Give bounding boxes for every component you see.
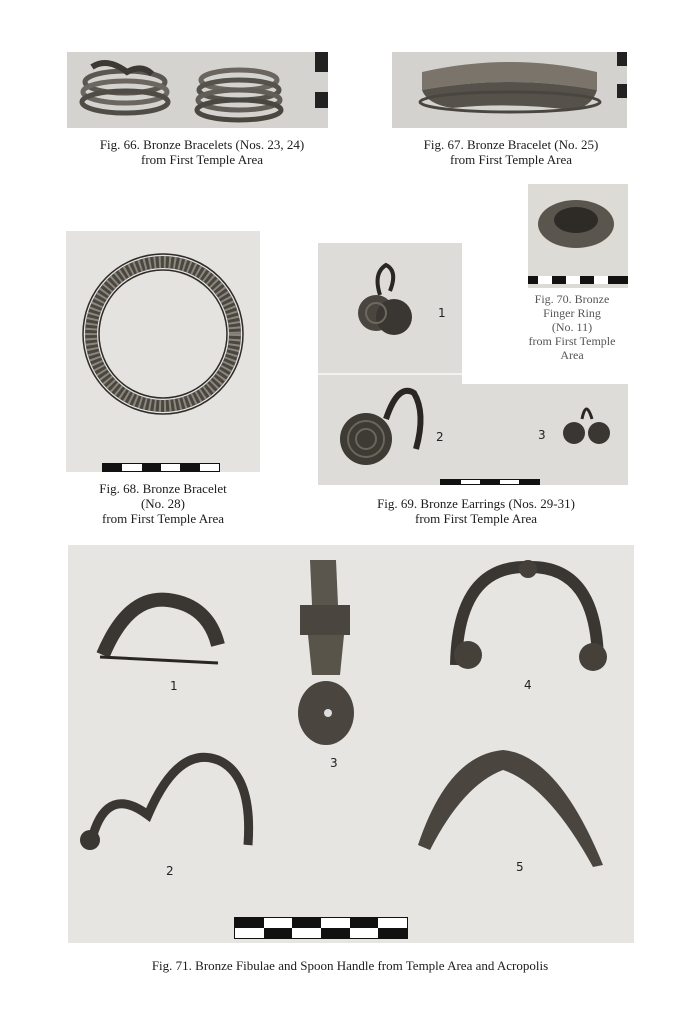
bronze-bracelet-image [392, 52, 627, 128]
fig71-caption [60, 958, 640, 973]
fig71-photo [68, 545, 634, 943]
fig70-caption-line3: (No. 11) [551, 320, 593, 334]
bronze-bracelet-ring-image [66, 231, 260, 472]
bronze-fibulae-image [68, 545, 634, 943]
fig70-photo [528, 184, 628, 288]
fig69-scale-bar [440, 479, 540, 485]
fig68-caption-line1: Fig. 68. Bronze Bracelet [99, 481, 227, 496]
bronze-bracelets-image [67, 52, 328, 128]
fig70-caption-line2: Finger Ring [543, 306, 601, 320]
fig71-label-2: 2 [166, 864, 174, 878]
fig66-photo [67, 52, 328, 128]
fig71-scale-bar [234, 917, 408, 939]
fig71-caption-text: Fig. 71. Bronze Fibulae and Spoon Handle from Temple Area and Acropolis [151, 958, 549, 973]
fig69-caption-line2: from First Temple Area [415, 511, 537, 526]
fig66-caption-line1: Fig. 66. Bronze Bracelets (Nos. 23, 24) [99, 137, 305, 152]
fig70-caption-line4: from First Temple [528, 334, 616, 348]
fig71-label-5: 5 [516, 860, 524, 874]
fig68-photo [66, 231, 260, 472]
fig70-caption [514, 292, 630, 362]
fig71-label-4: 4 [524, 678, 532, 692]
fig71-label-1: 1 [170, 679, 178, 693]
fig69-label-2: 2 [436, 430, 444, 444]
fig69-caption [335, 496, 617, 526]
fig67-caption-line2: from First Temple Area [450, 152, 572, 167]
fig69-label-1: 1 [438, 306, 446, 320]
fig68-caption-line2: (No. 28) [140, 496, 186, 511]
fig67-caption-line1: Fig. 67. Bronze Bracelet (No. 25) [423, 137, 599, 152]
fig70-caption-line5: Area [560, 348, 584, 362]
fig69-label-3: 3 [538, 428, 546, 442]
fig70-caption-line1: Fig. 70. Bronze [534, 292, 610, 306]
bronze-finger-ring-image [528, 184, 628, 288]
fig68-caption-line3: from First Temple Area [102, 511, 224, 526]
fig67-caption [380, 137, 642, 167]
fig68-caption [56, 481, 270, 526]
fig66-caption-line2: from First Temple Area [141, 152, 263, 167]
fig67-photo [392, 52, 627, 128]
fig69-caption-line1: Fig. 69. Bronze Earrings (Nos. 29-31) [377, 496, 575, 511]
fig70-panel [462, 180, 630, 384]
fig66-caption [57, 137, 347, 167]
fig68-scale-bar [102, 463, 220, 472]
fig71-label-3: 3 [330, 756, 338, 770]
